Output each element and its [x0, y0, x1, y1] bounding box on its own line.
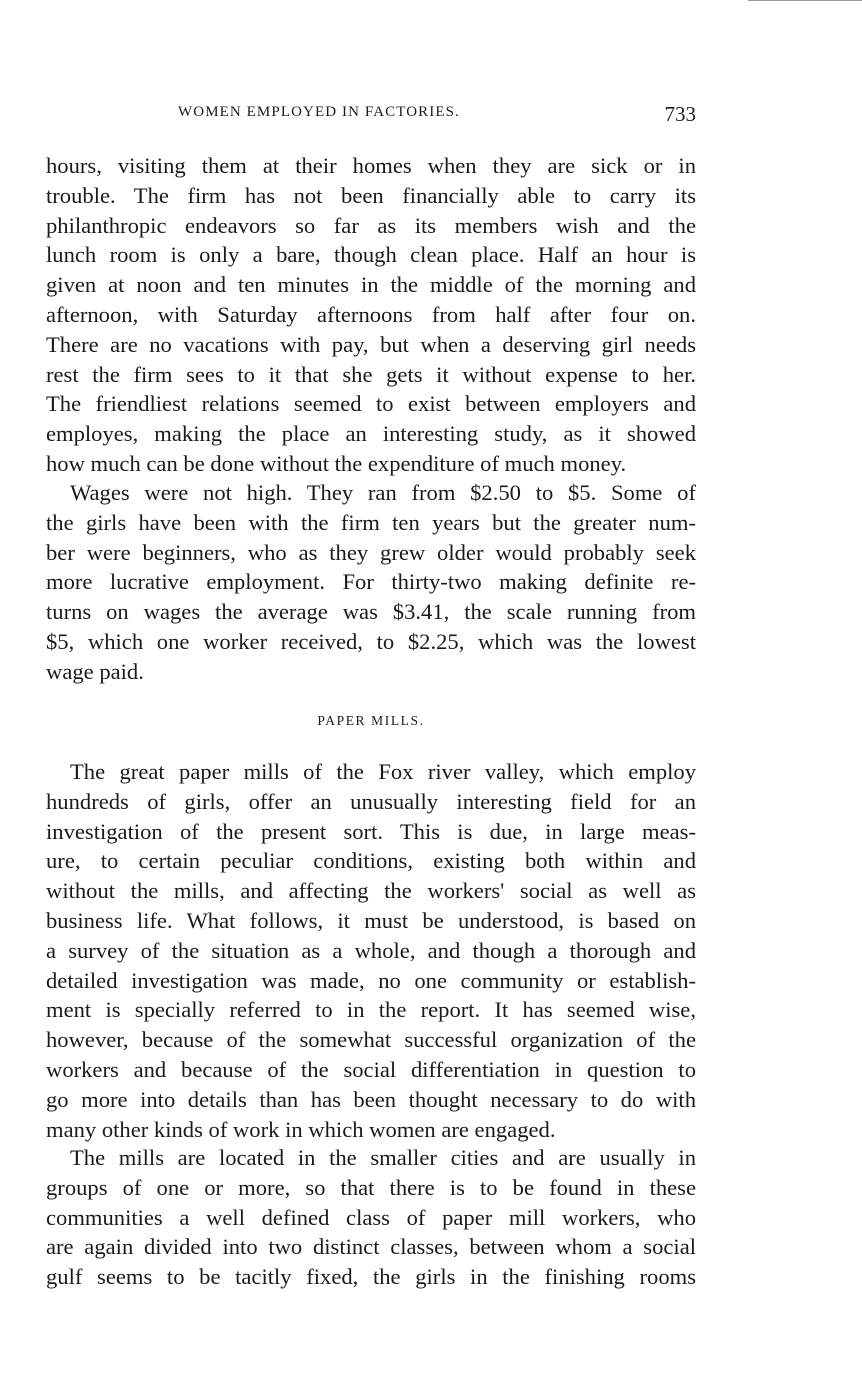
paragraph-1	[46, 151, 696, 479]
text-line: more lucrative employment. For thirty-two making definite re-	[46, 569, 696, 595]
text-line: wage paid.	[46, 658, 144, 684]
text-line: are again divided into two distinct classes, between whom a social	[46, 1234, 696, 1260]
paragraph-2	[46, 478, 696, 687]
text-line: workers and because of the social differentiation in question to	[46, 1056, 696, 1082]
text-line: rest the firm sees to it that she gets it without expense to her.	[46, 361, 696, 387]
text-line: The friendliest relations seemed to exist between employers and	[46, 391, 696, 417]
paragraph-3	[46, 757, 696, 1144]
text-line: business life. What follows, it must be understood, is based on	[46, 907, 696, 933]
text-line: how much can be done without the expenditure of much money.	[46, 450, 627, 476]
text-line: investigation of the present sort. This is due, in large meas-	[46, 818, 696, 844]
top-edge-rule	[748, 0, 862, 1]
text-line: hundreds of girls, offer an unusually interesting field for an	[46, 788, 696, 814]
text-line: trouble. The firm has not been financially able to carry its	[46, 182, 696, 208]
text-line: gulf seems to be tacitly fixed, the girls in the finishing rooms	[46, 1264, 696, 1290]
section-heading: PAPER MILLS.	[317, 713, 425, 728]
text-line: communities a well defined class of paper mill workers, who	[46, 1204, 696, 1230]
text-line: philanthropic endeavors so far as its members wish and the	[46, 212, 696, 238]
text-line: go more into details than has been thought necessary to do with	[46, 1086, 696, 1112]
text-line: however, because of the somewhat successful organization of the	[46, 1027, 696, 1053]
text-line: many other kinds of work in which women are engaged.	[46, 1116, 556, 1142]
running-head	[46, 100, 696, 126]
page-number: 733	[664, 102, 696, 126]
text-line: ure, to certain peculiar conditions, existing both within and	[46, 848, 696, 874]
text-line: groups of one or more, so that there is to be found in these	[46, 1174, 696, 1200]
text-line: There are no vacations with pay, but when a deserving girl needs	[46, 331, 696, 357]
text-line: lunch room is only a bare, though clean place. Half an hour is	[46, 242, 696, 268]
text-line: The great paper mills of the Fox river valley, which employ	[70, 759, 696, 784]
text-line: the girls have been with the firm ten years but the greater num-	[46, 509, 696, 535]
text-line: ment is specially referred to in the report. It has seemed wise,	[46, 997, 696, 1023]
text-line: afternoon, with Saturday afternoons from half after four on.	[46, 301, 696, 327]
text-line: turns on wages the average was $3.41, the scale running from	[46, 599, 696, 625]
running-title: WOMEN EMPLOYED IN FACTORIES.	[178, 104, 460, 120]
text-line: given at noon and ten minutes in the middle of the morning and	[46, 272, 696, 298]
text-line: $5, which one worker received, to $2.25, which was the lowest	[46, 628, 696, 654]
text-line: The mills are located in the smaller cities and are usually in	[70, 1145, 696, 1170]
text-line: a survey of the situation as a whole, and though a thorough and	[46, 937, 696, 963]
text-line: employes, making the place an interesting study, as it showed	[46, 421, 696, 447]
text-line: ber were beginners, who as they grew older would probably seek	[46, 539, 696, 565]
text-line: hours, visiting them at their homes when they are sick or in	[46, 153, 696, 178]
paragraph-4	[46, 1143, 696, 1292]
text-line: detailed investigation was made, no one community or establish-	[46, 967, 696, 993]
text-line: without the mills, and affecting the workers' social as well as	[46, 878, 696, 904]
text-line: Wages were not high. They ran from $2.50 to $5. Some of	[70, 480, 696, 505]
